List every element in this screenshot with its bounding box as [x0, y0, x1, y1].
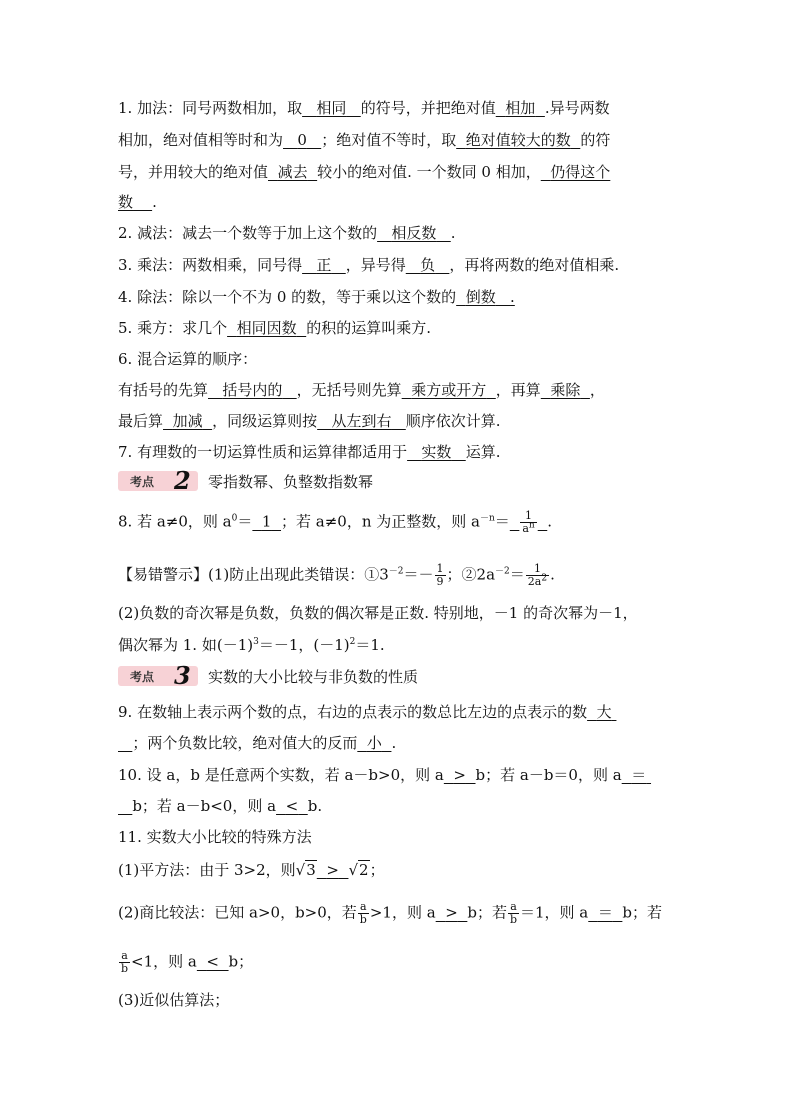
text: .异号两数 — [544, 99, 610, 117]
answer-blank: 1 — [261, 512, 272, 531]
text: 【易错警示】(1)防止出现此类错误：①3 — [118, 565, 389, 584]
answer-blank: 绝对值较大的数 — [465, 131, 571, 149]
key-point-2-header — [118, 466, 374, 495]
text: . — [152, 193, 157, 211]
fraction: $\frac{a}{b}$ — [121, 949, 129, 975]
text: ， — [589, 381, 605, 399]
item-3 — [118, 255, 619, 275]
text: ，再算 — [495, 381, 541, 399]
answer-blank: 正 — [316, 256, 332, 274]
item-6-line-1 — [118, 380, 605, 400]
text: 号，并用较大的绝对值 — [118, 163, 269, 181]
text: 最后算 — [118, 412, 164, 430]
answer-blank: 仍得这个 — [550, 163, 611, 181]
answer-blank: 相同因数 — [236, 319, 297, 337]
text: 运算. — [465, 443, 501, 461]
text: <1，则 a — [131, 952, 197, 971]
text: 5. 乘方：求几个 — [118, 319, 228, 337]
answer-blank: > — [326, 861, 339, 879]
text: b；若 a－b＝0，则 a — [475, 766, 622, 784]
answer-blank: ＝ — [631, 766, 647, 784]
key-point-title: 零指数幂、负整数指数幂 — [208, 472, 374, 491]
text: 7. 有理数的一切运算性质和运算律都适用于 — [118, 443, 408, 461]
item-11-method-2-cont: $\frac{a}{b}$ <1，则 a < b； — [121, 949, 254, 975]
text: (2)负数的奇次幂是负数，负数的偶次幂是正数. 特别地，－1 的奇次幂为－1， — [118, 604, 638, 622]
text: ；若 a≠0，n 为正整数，则 a — [281, 512, 480, 531]
item-2 — [118, 223, 456, 243]
item-11-method-3 — [118, 990, 229, 1010]
warning-line-2 — [118, 603, 638, 623]
text: ；绝对值不等时，取 — [321, 131, 457, 149]
text: ，异号得 — [345, 256, 406, 274]
text: 9. 在数轴上表示两个数的点，右边的点表示的数总比左边的点表示的数 — [118, 703, 588, 721]
text: 4. 除法：除以一个不为 0 的数，等于乘以这个数的 — [118, 288, 457, 306]
text: 6. 混合运算的顺序： — [118, 350, 258, 368]
text: . — [450, 224, 456, 242]
answer-blank: 加减 — [172, 412, 203, 430]
item-6-title — [118, 349, 257, 369]
text: . — [391, 734, 397, 752]
text: 8. 若 a≠0，则 a — [118, 512, 232, 531]
item-5 — [118, 318, 431, 338]
text: ，无括号则先算 — [296, 381, 402, 399]
text: (1)平方法：由于 3>2，则 — [118, 861, 296, 879]
text: ，同级运算则按 — [212, 412, 318, 430]
text: 较小的绝对值. 一个数同 0 相加， — [317, 163, 541, 181]
text: 相加，绝对值相等时和为 — [118, 131, 284, 149]
text: 有括号的先算 — [118, 381, 209, 399]
item-11-method-2: (2)商比较法：已知 a>0，b>0，若 $\frac{a}{b}$ >1，则 a > b；若 $\frac{a}{b}$ ＝1，则 a ＝ b；若 — [118, 900, 662, 926]
item-7 — [118, 442, 501, 462]
answer-blank: 相同 — [316, 99, 347, 117]
text: b. — [307, 797, 323, 815]
key-point-badge: 考点 2 — [118, 471, 198, 491]
item-1-line-1 — [118, 98, 610, 118]
text: 11. 实数大小比较的特殊方法 — [118, 828, 312, 846]
item-10-line-2 — [118, 796, 322, 816]
answer-blank: 括号内的 — [222, 381, 283, 399]
key-point-badge: 考点 3 — [118, 666, 198, 686]
answer-blank: 倒数 . — [465, 288, 515, 306]
item-10-line-1 — [118, 765, 651, 785]
answer-blank: 减去 — [277, 163, 308, 181]
text: 顺序依次计算. — [405, 412, 501, 430]
fraction: $\frac{1}{9}$ — [436, 562, 444, 588]
answer-blank: 负 — [420, 256, 436, 274]
warning-line-3: 偶次幂为 1. 如$(-1)^3=-1$，$(-1)^2=1$. — [118, 636, 385, 654]
item-8: 8. 若 a≠0，则 $a^0= 1$ ；若 a≠0，n 为正整数，则 $a^{-n}=$ $\frac{1}{a^n}$ . — [118, 509, 553, 535]
answer-blank: > — [445, 903, 458, 922]
text: (3)近似估算法； — [118, 991, 230, 1009]
item-9-line-1 — [118, 702, 616, 722]
answer-blank: 相加 — [505, 99, 536, 117]
item-1-line-3 — [118, 162, 610, 182]
answer-blank — [118, 797, 132, 815]
answer-blank: 乘除 — [550, 381, 581, 399]
text: ；两个负数比较，绝对值大的反而 — [132, 734, 358, 752]
answer-blank: < — [285, 797, 299, 815]
fraction: $\frac{1}{a^n}$ — [522, 509, 535, 535]
text: ，再将两数的绝对值相乘. — [449, 256, 620, 274]
text: 偶次幂为 1. 如(－1) — [118, 636, 254, 654]
answer-blank: 从左到右 — [331, 412, 392, 430]
answer-blank: 大 — [596, 703, 612, 721]
warning-line-1: 【易错警示】(1)防止出现此类错误：$①3^{-2}=-$ $\frac{1}{9}$ ；$②2a^{-2}=$ $\frac{1}{2a^2}$ . — [118, 562, 555, 588]
answer-blank: 小 — [366, 734, 382, 752]
fraction: $\frac{1}{2a^2}$ — [527, 562, 548, 588]
item-1-line-4 — [118, 192, 157, 212]
text: 的符号，并把绝对值 — [360, 99, 496, 117]
answer-blank: 数 — [118, 193, 134, 211]
text: 3. 乘法：两数相乘，同号得 — [118, 256, 303, 274]
sqrt: √2 — [348, 861, 369, 879]
text: 10. 设 a，b 是任意两个实数，若 a－b>0，则 a — [118, 766, 444, 784]
text: 的积的运算叫乘方. — [306, 319, 431, 337]
answer-blank: ＝ — [597, 903, 613, 922]
item-4 — [118, 287, 515, 307]
answer-blank: 乘方或开方 — [411, 381, 487, 399]
item-1-line-2 — [118, 130, 610, 150]
text: 1. 加法：同号两数相加，取 — [118, 99, 303, 117]
answer-blank — [118, 734, 132, 752]
item-11-title — [118, 827, 312, 847]
answer-blank: 0 — [297, 131, 307, 149]
item-11-method-1: (1)平方法：由于 3>2，则√3 > √2； — [118, 861, 385, 879]
item-6-line-2 — [118, 411, 501, 431]
fraction: $\frac{a}{b}$ — [509, 900, 517, 926]
answer-blank: 实数 — [421, 443, 452, 461]
sqrt: √3 — [295, 861, 316, 879]
answer-blank: < — [206, 952, 219, 971]
key-point-title: 实数的大小比较与非负数的性质 — [208, 667, 419, 686]
key-point-3-header — [118, 661, 419, 690]
text: 的符 — [580, 131, 611, 149]
text: b；若 a－b<0，则 a — [132, 797, 277, 815]
text: 2. 减法：减去一个数等于加上这个数的 — [118, 224, 378, 242]
fraction: $\frac{a}{b}$ — [359, 900, 367, 926]
answer-blank: 相反数 — [391, 224, 437, 242]
item-9-line-2 — [118, 733, 396, 753]
text: (2)商比较法：已知 a>0，b>0，若 — [118, 903, 357, 922]
answer-blank — [510, 509, 547, 535]
answer-blank: > — [453, 766, 466, 784]
